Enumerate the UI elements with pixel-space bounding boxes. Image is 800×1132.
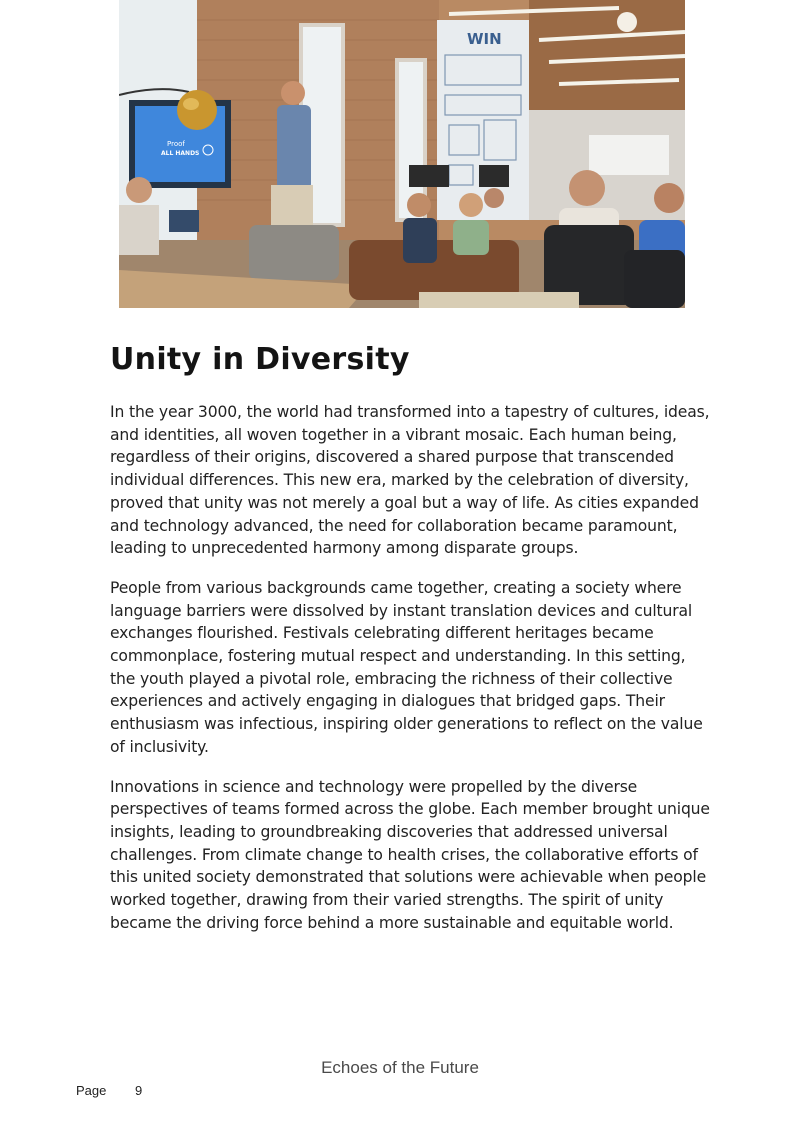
mural-win-text: WIN [467,30,502,48]
running-title: Echoes of the Future [321,1058,479,1077]
paragraph: In the year 3000, the world had transformed into a tapestry of cultures, ideas, and identities, all woven together in a vibrant mosaic. Each human being, regardless of their origins, discovered a shared purpose that transcended individual differences. This new era, marked by the celebration of diversity, proved that unity was not merely a goal but a way of life. As cities expanded and technology advanced, the need for collaboration became paramount, leading to unprecedented harmony among disparate groups. [110,403,710,558]
screen-text-line-1: Proof [167,140,185,148]
body-text [110,401,715,951]
chapter-heading: Unity in Diversity [110,342,410,377]
paragraph: People from various backgrounds came together, creating a society where language barriers were dissolved by instant translation devices and cultural exchanges flourished. Festivals celebrating different heritages became commonplace, fostering mutual respect and understanding. In this setting, the youth played a pivotal role, embracing the richness of their collective experiences and actively engaging in dialogues that bridged gaps. Their enthusiasm was infectious, inspiring older generations to reflect on the value of inclusivity. [110,578,703,756]
office-meeting-photo [119,0,685,308]
page-number: 9 [135,1083,143,1098]
page-label: Page [76,1083,107,1098]
screen-text-line-2: ALL HANDS [161,150,200,157]
paragraph: Innovations in science and technology were propelled by the diverse perspectives of teams formed across the globe. Each member brought unique insights, leading to groundbreaking discoveries that addressed universal challenges. From climate change to health crises, the collaborative efforts of this united society demonstrated that solutions were achievable when people worked together, drawing from their varied strengths. The spirit of unity became the driving force behind a more sustainable and equitable world. [110,777,710,932]
